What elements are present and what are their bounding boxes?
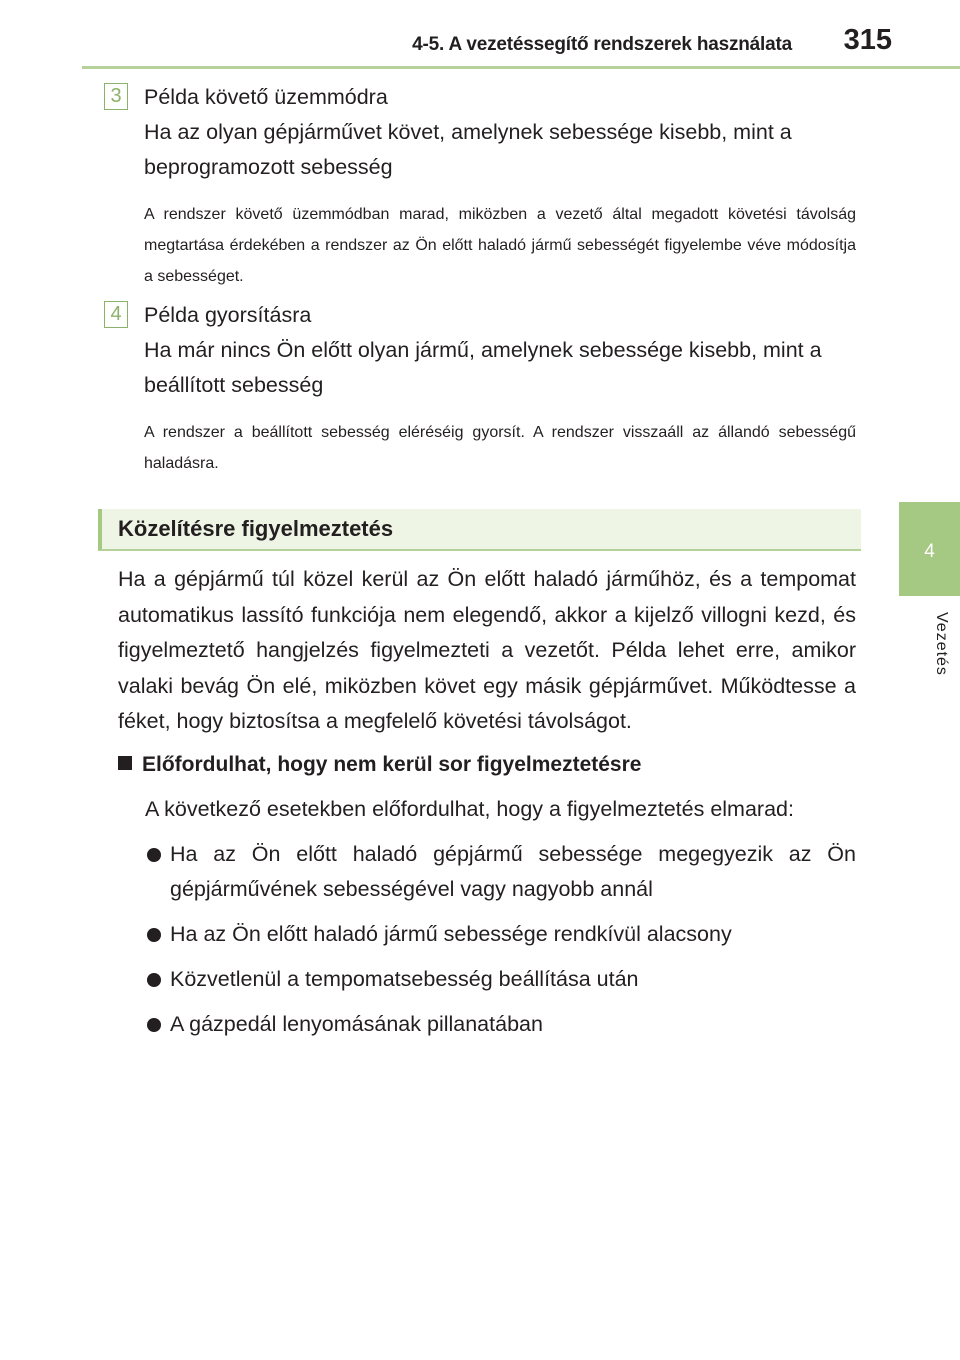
bullet-dot-icon [147, 1018, 161, 1032]
step-subtitle: Ha az olyan gépjárművet követ, amelynek sebessége kisebb, mint a beprogramozott sebesség [144, 120, 792, 179]
bullet-list [145, 837, 856, 1052]
step-4 [104, 298, 856, 479]
list-item-text: Közvetlenül a tempomatsebesség beállítása után [170, 967, 639, 991]
step-description: A rendszer követő üzemmódban marad, miközben a vezető által megadott követési távolság megtartása érdekében a rendszer az Ön előtt haladó jármű sebességét figyelembe véve módosítja a sebességet. [144, 206, 856, 285]
list-item-text: A gázpedál lenyomásának pillanatában [170, 1012, 543, 1036]
bullet-dot-icon [147, 973, 161, 987]
list-item-text: Ha az Ön előtt haladó gépjármű sebessége megegyezik az Ön gépjárművének sebességével vagy nagyobb annál [170, 842, 856, 901]
step-description: A rendszer a beállított sebesség eléréséig gyorsít. A rendszer visszaáll az állandó sebességű haladásra. [144, 424, 856, 472]
header-title: 4-5. A vezetéssegítő rendszerek használata [412, 34, 792, 55]
page-number: 315 [843, 24, 892, 56]
step-subtitle: Ha már nincs Ön előtt olyan jármű, amelynek sebessége kisebb, mint a beállított sebesség [144, 338, 822, 397]
square-bullet-icon [118, 756, 132, 770]
list-item [145, 917, 856, 952]
header-rule [82, 66, 960, 69]
chapter-tab[interactable] [899, 502, 960, 596]
list-item [145, 1007, 856, 1042]
list-item [145, 962, 856, 997]
list-item [145, 837, 856, 907]
section-heading: Közelítésre figyelmeztetés [98, 509, 861, 551]
step-title: Példa követő üzemmódra [144, 85, 388, 109]
chapter-label: Vezetés [933, 612, 950, 676]
subheading [118, 749, 856, 781]
step-number-badge: 3 [104, 83, 128, 110]
list-item-text: Ha az Ön előtt haladó jármű sebessége rendkívül alacsony [170, 922, 732, 946]
chapter-number: 4 [924, 541, 935, 562]
subheading-text: Előfordulhat, hogy nem kerül sor figyelmeztetésre [142, 753, 642, 776]
step-number-badge: 4 [104, 301, 128, 328]
lead-text: A következő esetekben előfordulhat, hogy a figyelmeztetés elmarad: [145, 797, 794, 821]
bullet-dot-icon [147, 848, 161, 862]
step-title: Példa gyorsításra [144, 303, 312, 327]
bullet-dot-icon [147, 928, 161, 942]
step-3 [104, 80, 856, 292]
section-intro: Ha a gépjármű túl közel kerül az Ön előtt haladó járműhöz, és a tempomat automatikus lassító funkciója nem elegendő, akkor a kijelző villogni kezd, és figyelmeztető hangjelzés figyelmezteti a vezetőt. Példa lehet erre, amikor valaki bevág Ön elé, miközben követ egy másik gépjárművet. Működtesse a féket, hogy biztosítsa a megfelelő követési távolságot. [118, 567, 856, 733]
